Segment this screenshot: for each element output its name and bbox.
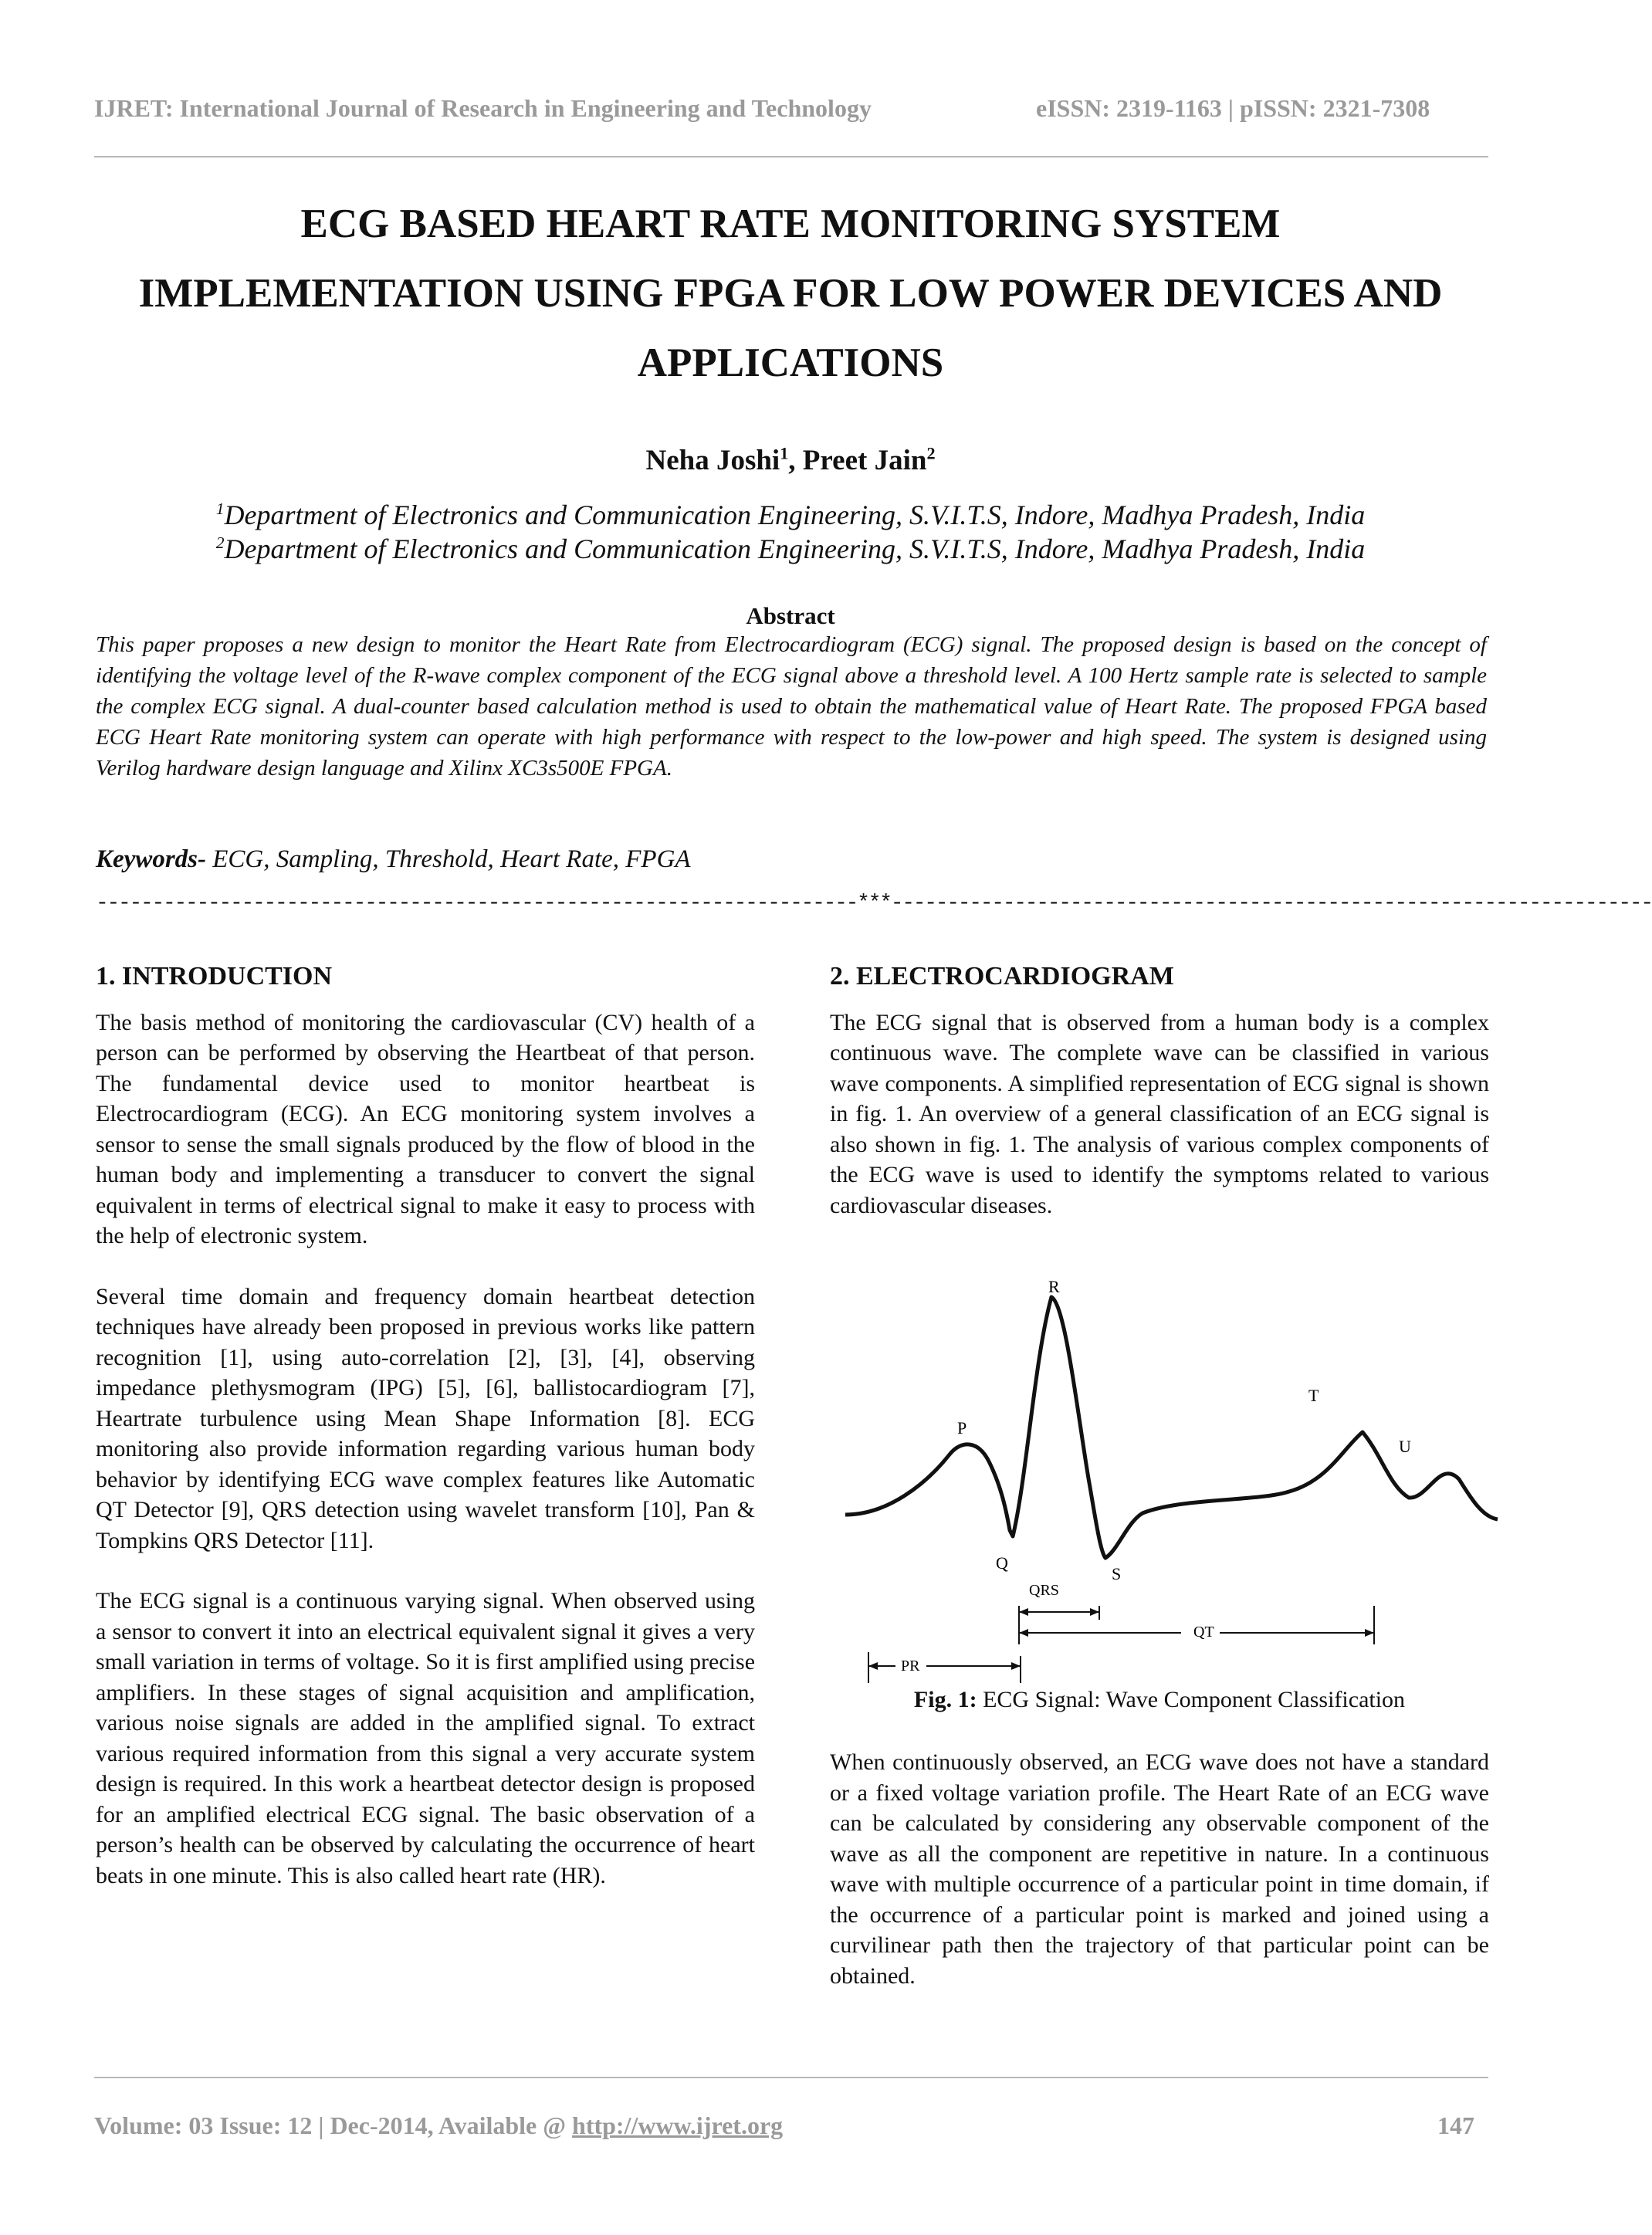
caption-text: ECG Signal: Wave Component Classification	[977, 1687, 1406, 1712]
ecg-waveform-figure	[841, 1277, 1482, 1683]
keywords-text: ECG, Sampling, Threshold, Heart Rate, FPGA	[206, 845, 691, 873]
author-2-sup: 2	[926, 443, 936, 463]
issn-header: eISSN: 2319-1163 | pISSN: 2321-7308	[1036, 94, 1430, 122]
label-p: P	[957, 1418, 967, 1438]
footer-volume-text: Volume: 03 Issue: 12 | Dec-2014, Available @	[94, 2111, 573, 2139]
abstract-heading: Abstract	[746, 602, 835, 629]
intro-paragraph-2: Several time domain and frequency domain heartbeat detection techniques have already been proposed in previous works like pattern recognition [1], using auto-correlation [2], [3], [4], observing impedance plethysmogram (IPG) [5], [6], ballistocardiogram [7], Heartrate turbulence using Mean Shape Information [8]. ECG monitoring also provide information regarding various human body behavior by identifying ECG wave complex features like Automatic QT Detector [9], QRS detection using wavelet transform [10], Pan & Tompkins QRS Detector [11].	[96, 1283, 755, 1553]
label-q: Q	[996, 1553, 1008, 1573]
interval-markers	[868, 1606, 1374, 1683]
left-column	[96, 961, 755, 1921]
title-line-3: APPLICATIONS	[637, 340, 944, 385]
label-s: S	[1112, 1564, 1122, 1583]
footer-link[interactable]: http://www.ijret.org	[572, 2111, 784, 2139]
figure-caption	[830, 1687, 1489, 1713]
affiliation-1-sup: 1	[215, 499, 225, 518]
affiliation-2-text: Department of Electronics and Communication Engineering, S.V.I.T.S, Indore, Madhya Pradesh, India	[224, 533, 1366, 564]
author-2: Preet Jain	[802, 445, 927, 476]
authors	[0, 444, 1581, 477]
interval-arrowheads	[868, 1608, 1374, 1670]
intro-paragraph-3: The ECG signal is a continuous varying signal. When observed using a sensor to convert it into an electrical equivalent signal it gives a very small variation in terms of voltage. So it is first amplified using precise amplifiers. In these stages of signal acquisition and amplification, various noise signals are added in the amplified signal. To extract various required information from this signal a very accurate system design is required. In this work a heartbeat detector design is proposed for an amplified electrical ECG signal. The basic observation of a person’s health can be observed by calculating the occurrence of heart beats in one minute. This is also called heart rate (HR).	[96, 1588, 756, 1888]
affiliation-1	[0, 498, 1581, 532]
label-qt: QT	[1193, 1624, 1214, 1641]
journal-header: IJRET: International Journal of Research in Engineering and Technology	[94, 94, 872, 122]
abstract-text: This paper proposes a new design to monitor the Heart Rate from Electrocardiogram (ECG) signal. The proposed design is based on the concept of identifying the voltage level of the R-wave complex component of the ECG signal above a threshold level. A 100 Hertz sample rate is selected to sample the complex ECG signal. A dual-counter based calculation method is used to obtain the mathematical value of Heart Rate. The proposed FPGA based ECG Heart Rate monitoring system can operate with high performance with respect to the low-power and high speed. The system is designed using Verilog hardware design language and Xilinx XC3s500E FPGA.	[96, 632, 1487, 781]
page-number: 147	[1437, 2111, 1474, 2139]
affiliation-2	[0, 532, 1581, 566]
title-line-1: ECG BASED HEART RATE MONITORING SYSTEM	[300, 201, 1281, 246]
header-rule	[94, 156, 1488, 157]
author-1-sup: 1	[780, 443, 789, 463]
intro-paragraph-1: The basis method of monitoring the cardiovascular (CV) health of a person can be performed by observing the Heartbeat of that person. The fundamental device used to monitor heartbeat is Electrocardiogram (ECG). An ECG monitoring system involves a sensor to sense the small signals produced by the flow of blood in the human body and implementing a transducer to convert the signal equivalent in terms of electrical signal to make it easy to process with the help of electronic system.	[96, 1009, 755, 1248]
label-t: T	[1308, 1386, 1319, 1405]
section-1-heading: 1. INTRODUCTION	[96, 962, 333, 991]
right-column-top	[830, 961, 1489, 1251]
footer-volume	[94, 2111, 783, 2140]
right-column-bottom	[830, 1747, 1489, 2021]
title-line-2: IMPLEMENTATION USING FPGA FOR LOW POWER DEVICES AND	[138, 271, 1443, 316]
keywords	[96, 845, 691, 874]
caption-label: Fig. 1:	[913, 1687, 977, 1712]
label-qrs: QRS	[1029, 1582, 1059, 1599]
label-r: R	[1048, 1277, 1060, 1296]
keywords-label: Keywords-	[96, 845, 206, 873]
ecg-paragraph-2: When continuously observed, an ECG wave does not have a standard or a fixed voltage variation profile. The Heart Rate of an ECG wave can be calculated by considering any observable component of the wave as all the component are repetitive in nature. In a continuous wave with multiple occurrence of a particular point in time domain, if the occurrence of a particular point is marked and joined using a curvilinear path then the trajectory of that particular point can be obtained.	[830, 1749, 1489, 1989]
affiliation-2-sup: 2	[215, 533, 225, 552]
label-pr: PR	[901, 1658, 920, 1675]
section-2-heading: 2. ELECTROCARDIOGRAM	[830, 962, 1174, 991]
ecg-wave-path	[845, 1297, 1498, 1558]
ecg-paragraph-1: The ECG signal that is observed from a human body is a complex continuous wave. The complete wave can be classified in various wave components. A simplified representation of ECG signal is shown in fig. 1. An overview of a general classification of an ECG signal is also shown in fig. 1. The analysis of various complex components of the ECG wave is used to identify the symptoms related to various cardiovascular diseases.	[830, 1009, 1489, 1218]
paper-title	[0, 189, 1581, 398]
separator-line: --------------------------------------------------------------------***--------------------------------------------------------------------	[96, 892, 1652, 916]
label-u: U	[1399, 1437, 1411, 1456]
footer-rule	[94, 2077, 1488, 2078]
affiliation-1-text: Department of Electronics and Communication Engineering, S.V.I.T.S, Indore, Madhya Pradesh, India	[224, 499, 1366, 530]
affiliations	[0, 498, 1581, 566]
author-separator: ,	[788, 445, 803, 476]
author-1: Neha Joshi	[645, 445, 780, 476]
